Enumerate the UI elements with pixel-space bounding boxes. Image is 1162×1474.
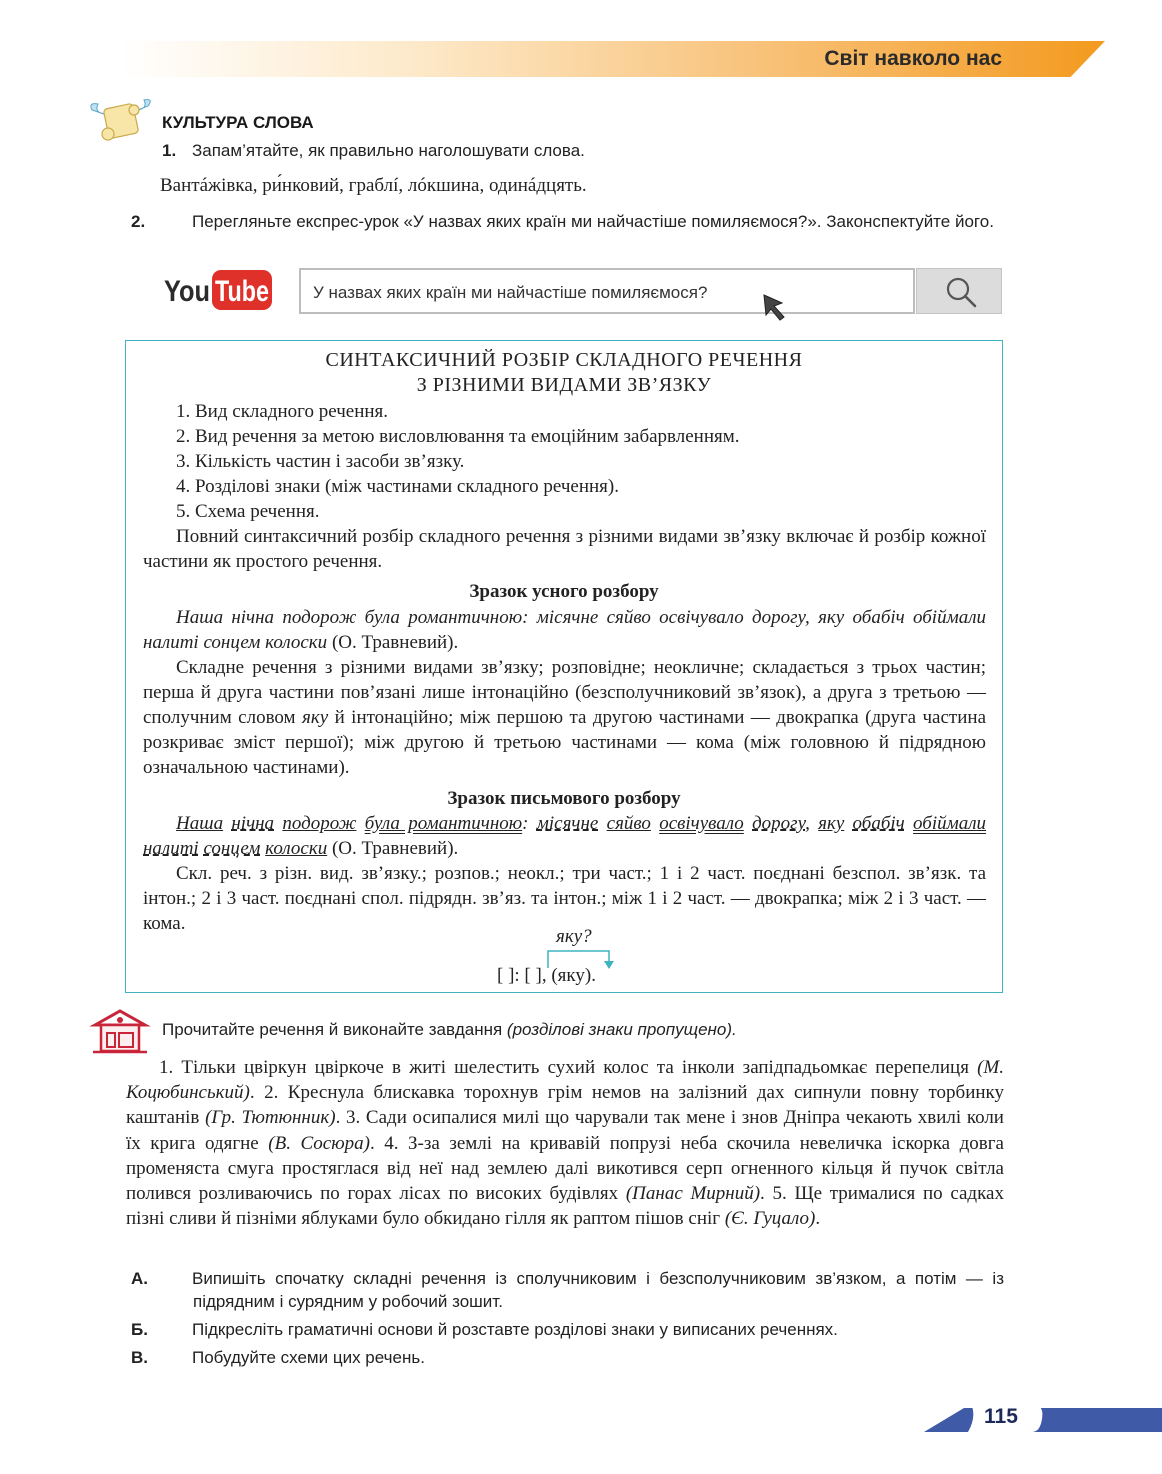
predicate-word: була романтичною bbox=[364, 813, 523, 834]
subtask-b bbox=[131, 1318, 1004, 1341]
punctuation: , bbox=[805, 813, 810, 834]
subject-word: Наша bbox=[176, 813, 224, 834]
subtask-text: Побудуйте схеми цих речень. bbox=[192, 1348, 425, 1367]
scroll-icon bbox=[86, 96, 154, 146]
youtube-search-button[interactable] bbox=[916, 268, 1002, 314]
instruction-note: (розділові знаки пропущено). bbox=[506, 1020, 737, 1039]
attribute-word: налиті bbox=[143, 838, 199, 859]
task-1-text: Запам’ятайте, як правильно наголошувати слова. bbox=[192, 141, 585, 160]
written-example-author: (О. Травневий). bbox=[327, 838, 459, 859]
oral-heading: Зразок усного розбору bbox=[469, 581, 659, 602]
subject-word: сяйво bbox=[606, 813, 651, 834]
attribute-word: місячне bbox=[536, 813, 599, 834]
task-1-number: 1. bbox=[162, 141, 177, 160]
list-item: 3. Кількість частин і засоби зв’язку. bbox=[176, 451, 465, 472]
list-item: 2. Вид речення за метою висловлювання та емоційним забарвленням. bbox=[176, 426, 740, 447]
predicate-word: обіймали bbox=[913, 813, 987, 834]
page-number: 115 bbox=[984, 1405, 1018, 1428]
oral-analysis bbox=[143, 655, 986, 780]
written-analysis bbox=[143, 861, 986, 936]
reading-task-instruction bbox=[162, 1020, 737, 1040]
task-2-number: 2. bbox=[131, 212, 146, 231]
list-item: 5. Схема речення. bbox=[176, 501, 320, 522]
sentence-text: . 5. Ще трималися по садках пізні сливи й пізніми яблуками було обкидано гілля як раптом пішов сніг bbox=[126, 1183, 1004, 1230]
written-heading: Зразок письмового розбору bbox=[447, 788, 681, 809]
sentence-author: (Є. Гуцало) bbox=[724, 1208, 816, 1230]
sentence-author: (Панас Мирний) bbox=[625, 1183, 761, 1205]
analysis-note bbox=[143, 524, 986, 574]
scheme-question: яку? bbox=[556, 926, 592, 947]
adverbial-word: обабіч bbox=[852, 813, 905, 834]
oral-example-sentence: Наша нічна подорож була романтичною: місячне сяйво освічувало дорогу, яку обабіч обіймали налиті сонцем колоски bbox=[143, 607, 986, 653]
search-icon bbox=[917, 269, 1003, 315]
object-word: дорогу bbox=[752, 813, 806, 834]
subject-word: колоски bbox=[265, 838, 328, 859]
section-title: Світ навколо нас bbox=[824, 47, 1002, 70]
subtask-text: Випишіть спочатку складні речення із сполучниковим і безсполучниковим зв’язком, а потім — із підрядним і сурядним у робочий зошит. bbox=[192, 1269, 1004, 1311]
youtube-search-query: У назвах яких країн ми найчастіше помиляємося? bbox=[313, 283, 708, 302]
subtask-a bbox=[131, 1267, 1004, 1313]
written-analysis-text: Скл. реч. з різн. вид. зв’язку.; розпов.; неокл.; три част.; 1 і 2 част. поєднані безспол. зв’язк. та інтон.; 2 і 3 част. поєднані спол. підрядн. зв’яз. та інтон.; між 1 і 2 част. — двокрапка; між 2 і 3 част. — кома. bbox=[143, 863, 986, 934]
house-icon bbox=[91, 1009, 149, 1055]
task-2-text: Перегляньте експрес-урок «У назвах яких країн ми найчастіше помиляємося?». Законспектуйте його. bbox=[192, 212, 994, 231]
task-2 bbox=[131, 210, 1004, 233]
oral-example bbox=[143, 605, 986, 655]
attribute-word: нічна bbox=[231, 813, 275, 834]
stressed-words: Вантáжівка, ри́нковий, граблí, лóкшина, одинáдцять. bbox=[160, 175, 587, 196]
box-title-line-1: СИНТАКСИЧНИЙ РОЗБІР СКЛАДНОГО РЕЧЕННЯ bbox=[325, 349, 803, 371]
oral-example-author: (О. Травневий). bbox=[327, 632, 459, 653]
box-title-line-2: З РІЗНИМИ ВИДАМИ ЗВ’ЯЗКУ bbox=[416, 374, 712, 396]
list-item: 1. Вид складного речення. bbox=[176, 401, 389, 422]
subtask-letter: А. bbox=[131, 1269, 148, 1288]
sentence-text: . 3. Сади осипалися милі що чарували так мене і знов Дніпра чекають хвилі коли їх крига одягне bbox=[126, 1107, 1004, 1154]
predicate-word: освічувало bbox=[659, 813, 744, 834]
instruction-text: Прочитайте речення й виконайте завдання bbox=[162, 1020, 507, 1039]
reading-sentences bbox=[126, 1055, 1004, 1231]
sentence-text: . 4. З-за землі на кривавій попрузі неба скочила невеличка іскорка довга променяста смуга простяглася від неї над землею далі викотився серп огненного кільця й пучок світла полився розливаючись по горах лісах по високих будівлях bbox=[126, 1132, 1004, 1205]
subtask-letter: Б. bbox=[131, 1320, 148, 1339]
subject-word: подорож bbox=[282, 813, 357, 834]
mouse-cursor-icon bbox=[762, 293, 792, 323]
analysis-note-text: Повний синтаксичний розбір складного речення з різними видами зв’язку включає й розбір кожної частини як простого речення. bbox=[143, 526, 986, 572]
sentence-author: (В. Сосюра) bbox=[268, 1132, 370, 1154]
youtube-logo-tube: Tube bbox=[215, 275, 269, 308]
youtube-logo[interactable] bbox=[162, 266, 274, 314]
subtask-text: Підкресліть граматичні основи й розставте розділові знаки у виписаних реченнях. bbox=[192, 1320, 838, 1339]
punctuation: : bbox=[522, 813, 529, 834]
subtask-c bbox=[131, 1346, 1004, 1369]
oral-analysis-word: яку bbox=[302, 707, 329, 728]
task-1 bbox=[162, 141, 585, 161]
youtube-logo-you: You bbox=[164, 275, 210, 308]
oral-analysis-text-1: Складне речення з різними видами зв’язку; розповідне; неокличне; складається з трьох частин; перша й друга частини пов’язані лише інтонаційно (безсполучниковий зв’язок), а друга з третьою — сполучним словом bbox=[143, 657, 986, 728]
sentence-text: 1. Тільки цвіркун цвіркоче в житі шелестить сухий колос та інколи запідпадьомкає перепелиця bbox=[159, 1057, 978, 1078]
culture-heading: КУЛЬТУРА СЛОВА bbox=[162, 113, 314, 132]
sentence-scheme: [ ]: [ ], (яку). bbox=[497, 965, 596, 986]
subtask-letter: В. bbox=[131, 1348, 148, 1367]
sentence-author: (М. Коцюбинський) bbox=[126, 1057, 1004, 1104]
attribute-word: сонцем bbox=[203, 838, 261, 859]
page-footer-band bbox=[924, 1404, 1162, 1434]
list-item: 4. Розділові знаки (між частинами складного речення). bbox=[176, 476, 619, 497]
object-word: яку bbox=[818, 813, 845, 834]
written-example bbox=[143, 811, 986, 861]
sentence-end: . bbox=[815, 1208, 821, 1230]
sentence-text: . 2. Креснула блискавка торохнув грім немов на залізний дах сипнули повну торбинку каштанів bbox=[126, 1082, 1004, 1129]
oral-analysis-text-2: й інтонаційно; між першою та другою частинами — двокрапка (друга частина розкриває зміст першої); між другою й третьою частинами — кома (між головною й підрядною означальною частинами). bbox=[143, 707, 986, 778]
sentence-author: (Гр. Тютюнник) bbox=[205, 1107, 336, 1129]
